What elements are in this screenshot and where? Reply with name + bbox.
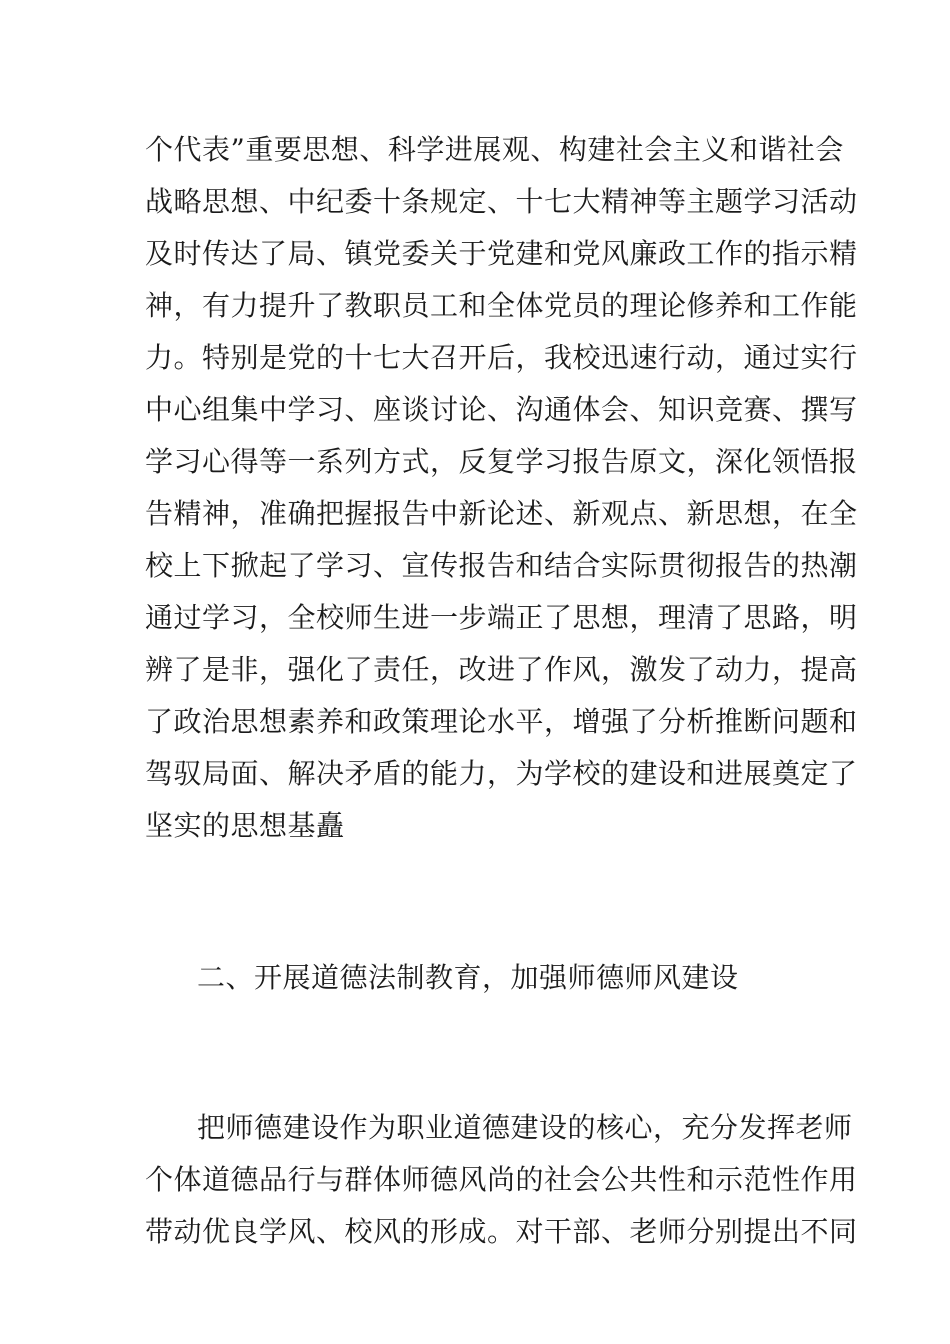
paragraph-line: 个代表”重要思想、科学进展观、构建社会主义和谐社会 — [145, 133, 844, 166]
paragraph-line: 把师德建设作为职业道德建设的核心，充分发挥老师 — [197, 1111, 853, 1144]
paragraph-line: 告精神，准确把握报告中新论述、新观点、新思想，在全 — [145, 497, 858, 530]
paragraph-line: 辨了是非，强化了责任，改进了作风，激发了动力，提高 — [145, 653, 858, 686]
paragraph-line: 坚实的思想基矗 — [145, 809, 345, 842]
paragraph-line: 通过学习，全校师生进一步端正了思想，理清了思路，明 — [145, 601, 858, 634]
paragraph-line: 战略思想、中纪委十条规定、十七大精神等主题学习活动 — [145, 185, 858, 218]
section-heading: 二、开展道德法制教育，加强师德师风建设 — [197, 961, 739, 994]
paragraph-line: 及时传达了局、镇党委关于党建和党风廉政工作的指示精 — [145, 237, 858, 270]
paragraph-line: 个体道德品行与群体师德风尚的社会公共性和示范性作用 — [145, 1163, 858, 1196]
paragraph-line: 了政治思想素养和政策理论水平，增强了分析推断问题和 — [145, 705, 858, 738]
paragraph-line: 校上下掀起了学习、宣传报告和结合实际贯彻报告的热潮 — [145, 549, 858, 582]
paragraph-line: 力。特别是党的十七大召开后，我校迅速行动，通过实行 — [145, 341, 858, 374]
paragraph-line: 带动优良学风、校风的形成。对干部、老师分别提出不同 — [145, 1215, 858, 1248]
paragraph-line: 驾驭局面、解决矛盾的能力，为学校的建设和进展奠定了 — [145, 757, 858, 790]
paragraph-line: 学习心得等一系列方式，反复学习报告原文，深化领悟报 — [145, 445, 858, 478]
paragraph-line: 中心组集中学习、座谈讨论、沟通体会、知识竞赛、撰写 — [145, 393, 858, 426]
paragraph-line: 神，有力提升了教职员工和全体党员的理论修养和工作能 — [145, 289, 858, 322]
